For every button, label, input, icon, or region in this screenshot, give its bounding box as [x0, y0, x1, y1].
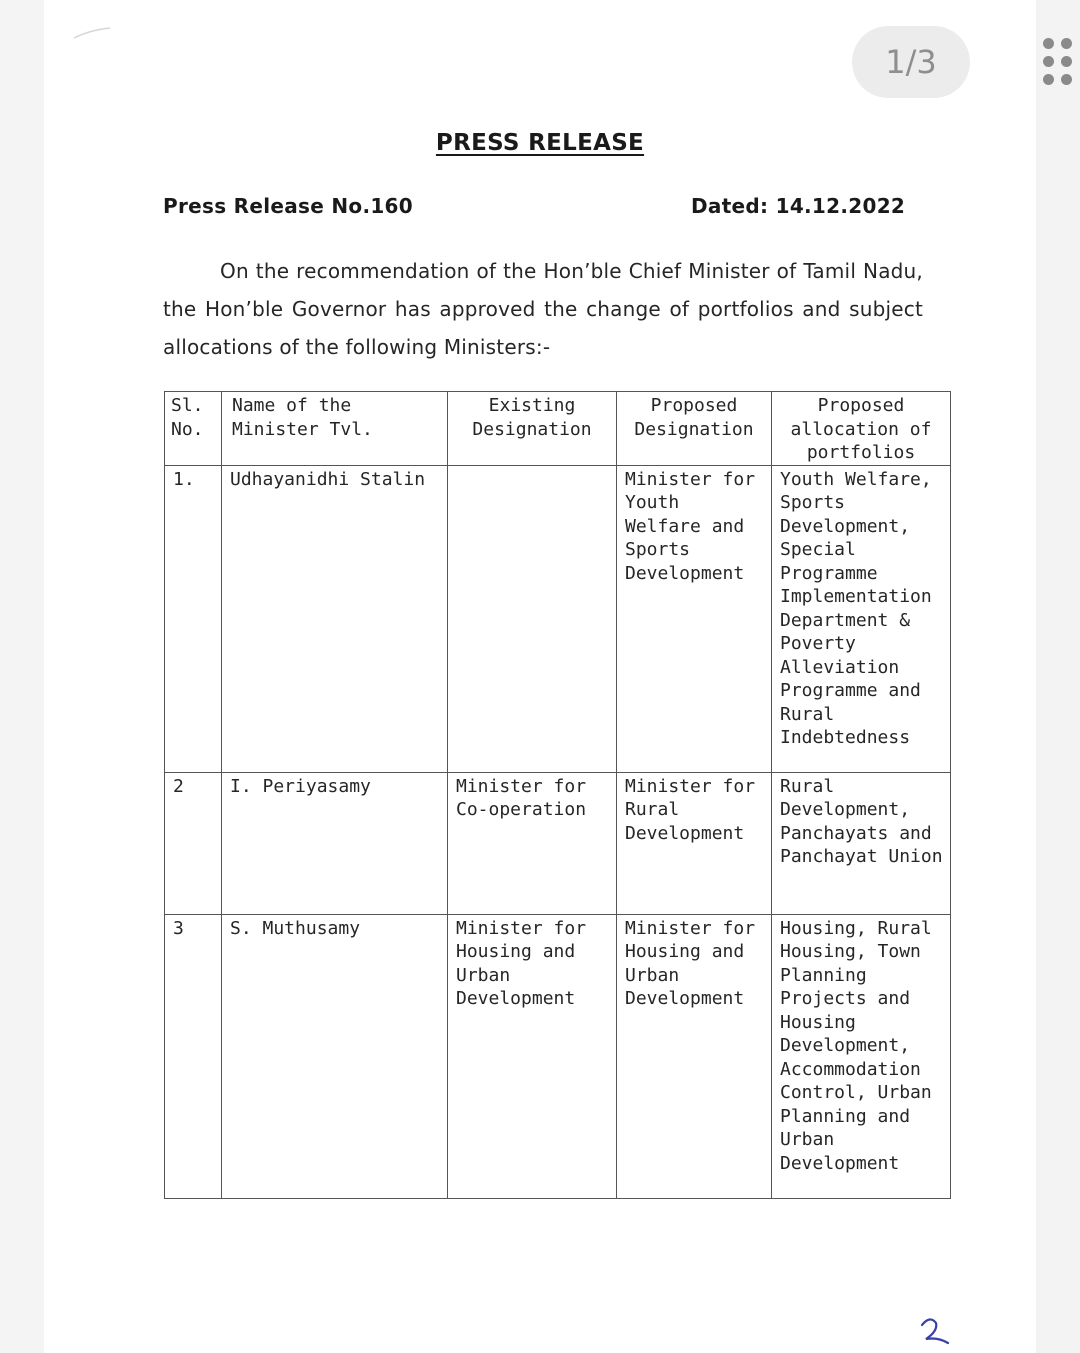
cell-name: Udhayanidhi Stalin: [222, 465, 448, 772]
header-name: Name of the Minister Tvl.: [222, 392, 448, 466]
header-proposed-allocation: Proposed allocation of portfolios: [772, 392, 951, 466]
cell-allocation: Housing, Rural Housing, Town Planning Projects and Housing Development, Accommodation Control, Urban Planning and Urban Development: [772, 914, 951, 1198]
cell-name: S. Muthusamy: [222, 914, 448, 1198]
cell-existing: Minister for Housing and Urban Development: [448, 914, 617, 1198]
press-release-number: Press Release No.160: [163, 194, 413, 218]
cell-sl: 2: [165, 772, 222, 914]
table-row: [165, 465, 951, 772]
cell-sl: 1.: [165, 465, 222, 772]
table-row: [165, 772, 951, 914]
paper-mark: [70, 16, 130, 46]
cell-proposed: Minister for Rural Development: [617, 772, 772, 914]
body-paragraph: On the recommendation of the Hon’ble Chief Minister of Tamil Nadu, the Hon’ble Governor has approved the change of portfolios and subject allocations of the following Ministers:-: [163, 259, 923, 359]
cell-existing: [448, 465, 617, 772]
document-title: PRESS RELEASE: [435, 130, 645, 156]
release-date: Dated: 14.12.2022: [691, 194, 906, 218]
cell-proposed: Minister for Youth Welfare and Sports Development: [617, 465, 772, 772]
viewer-left-margin: [0, 0, 44, 1353]
cell-proposed: Minister for Housing and Urban Development: [617, 914, 772, 1198]
cell-name: I. Periyasamy: [222, 772, 448, 914]
cell-allocation: Rural Development, Panchayats and Panchayat Union: [772, 772, 951, 914]
viewer-right-margin: [1036, 0, 1080, 1353]
handwritten-mark: [908, 1313, 956, 1349]
more-dots-icon[interactable]: [1030, 22, 1080, 102]
table-header-row: [165, 392, 951, 466]
header-sl-no: Sl. No.: [165, 392, 222, 466]
page-indicator[interactable]: 1/3: [852, 26, 970, 98]
cell-existing: Minister for Co-operation: [448, 772, 617, 914]
cell-allocation: Youth Welfare, Sports Development, Special Programme Implementation Department & Poverty Alleviation Programme and Rural Indebtedness: [772, 465, 951, 772]
header-proposed-designation: Proposed Designation: [617, 392, 772, 466]
ministers-table: [164, 391, 951, 1199]
cell-sl: 3: [165, 914, 222, 1198]
table-row: [165, 914, 951, 1198]
header-existing-designation: Existing Designation: [448, 392, 617, 466]
